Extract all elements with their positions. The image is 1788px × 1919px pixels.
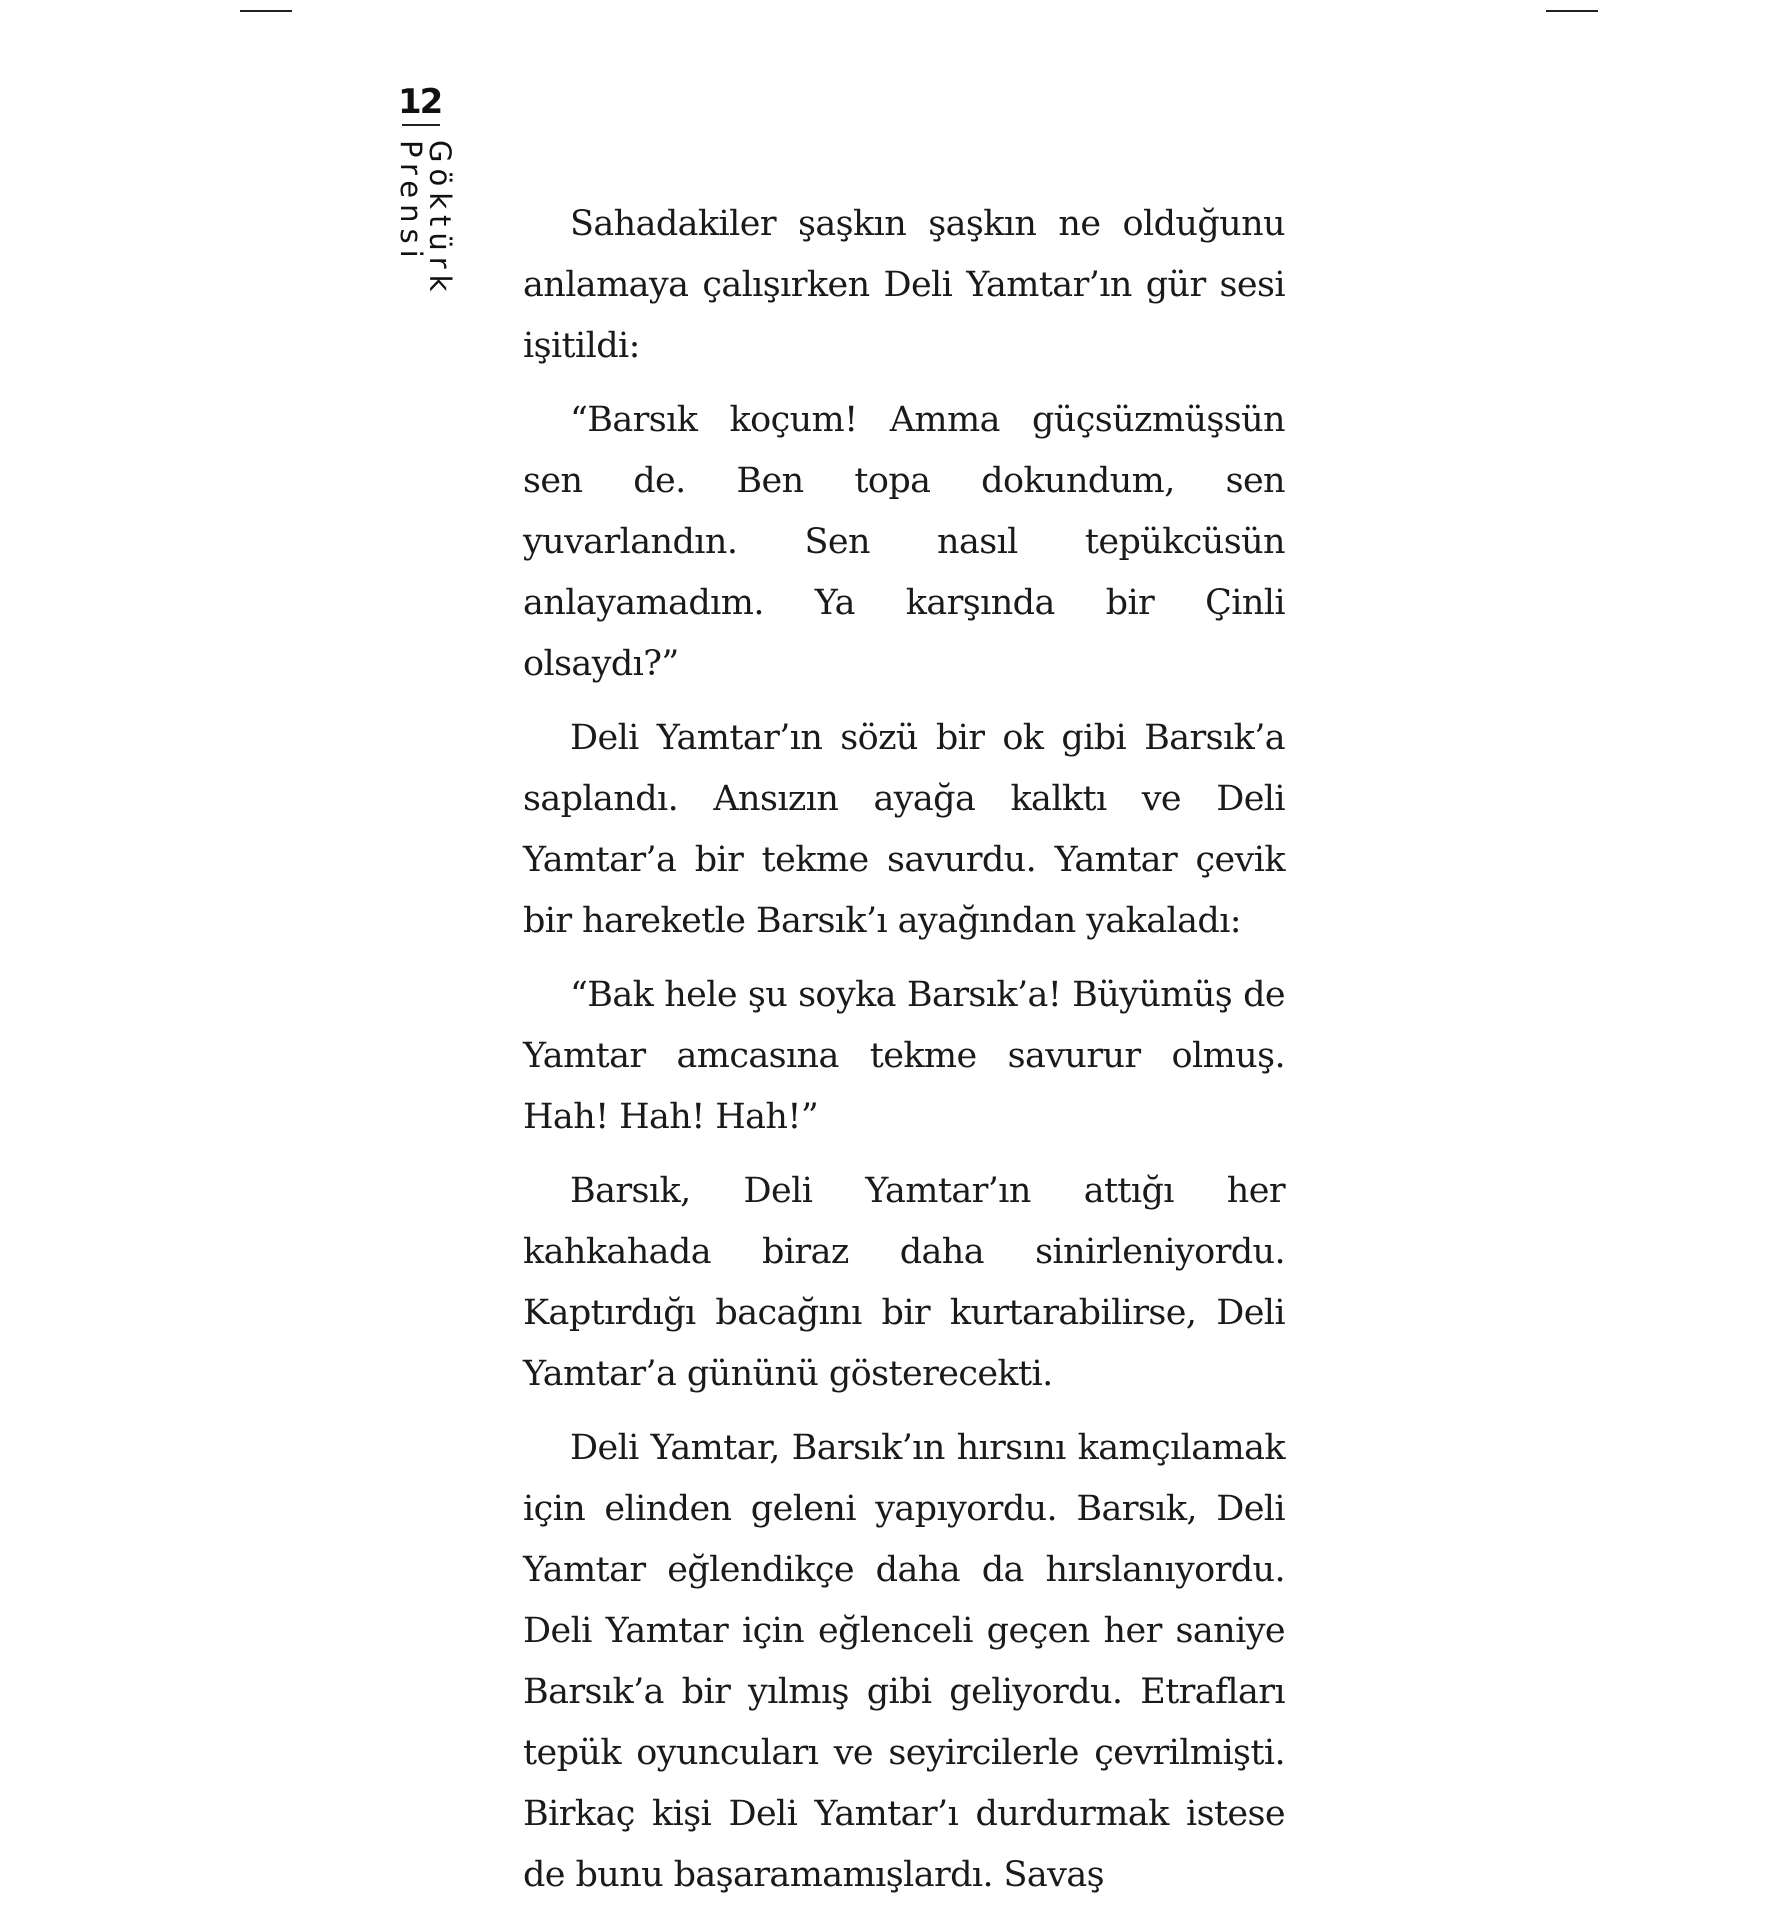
paragraph: Deli Yamtar’ın sözü bir ok gibi Barsık’a saplandı. Ansızın ayağa kalktı ve Deli Yamtar’a bir tekme savurdu. Yamtar çevik bir hareketle Barsık’ı ayağından yakaladı: xyxy=(523,718,1285,941)
crop-mark-right xyxy=(1546,10,1598,12)
body-text xyxy=(523,194,1285,1919)
running-header xyxy=(394,82,457,298)
paragraph: “Bak hele şu soyka Barsık’a! Büyümüş de Yamtar amcasına tekme savurur olmuş. Hah! Hah! Hah!” xyxy=(523,975,1285,1137)
paragraph: Barsık, Deli Yamtar’ın attığı her kahkahada biraz daha sinirleniyordu. Kaptırdığı bacağını bir kurtarabilirse, Deli Yamtar’a gününü gösterecekti. xyxy=(523,1171,1285,1394)
header-divider xyxy=(402,124,440,126)
crop-mark-left xyxy=(240,10,292,12)
paragraph: Deli Yamtar, Barsık’ın hırsını kamçılamak için elinden geleni yapıyordu. Barsık, Deli Yamtar eğlendikçe daha da hırslanıyordu. Deli Yamtar için eğlenceli geçen her saniye Barsık’a bir yılmış gibi geliyordu. Etrafları tepük oyuncuları ve seyircilerle çevrilmişti. Birkaç kişi Deli Yamtar’ı durdurmak istese de bunu başaramamışlardı. Savaş xyxy=(523,1428,1285,1895)
book-title: Göktürk Prensi xyxy=(394,140,457,298)
paragraph: Sahadakiler şaşkın şaşkın ne olduğunu anlamaya çalışırken Deli Yamtar’ın gür sesi işitildi: xyxy=(523,204,1285,366)
page-number: 12 xyxy=(398,82,442,122)
paragraph: “Barsık koçum! Amma güçsüzmüşsün sen de. Ben topa dokundum, sen yuvarlandın. Sen nasıl tepükcüsün anlayamadım. Ya karşında bir Çinli olsaydı?” xyxy=(523,400,1285,684)
